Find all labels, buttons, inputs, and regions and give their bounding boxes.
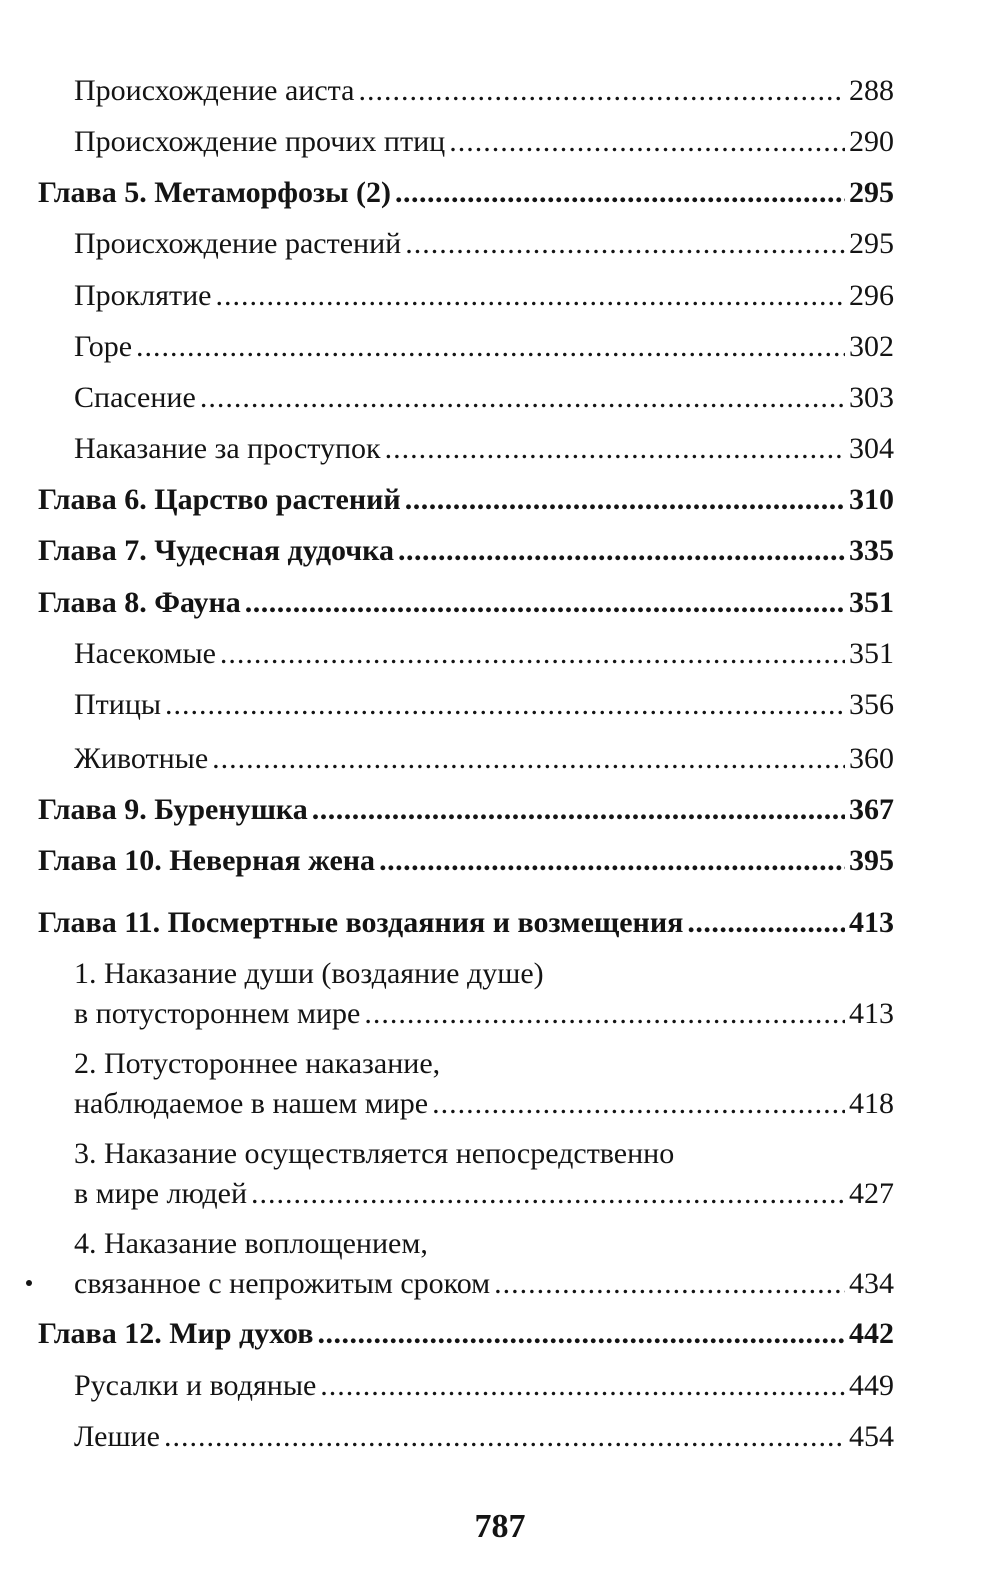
toc-entry-title: Происхождение растений <box>74 227 402 260</box>
dot-leader <box>364 994 845 1034</box>
dot-leader <box>398 533 845 569</box>
toc-chapter-page: 295 <box>849 176 894 209</box>
toc-entry-title: Происхождение прочих птиц <box>74 125 446 158</box>
dot-leader <box>165 687 845 723</box>
toc-entry-title-line1: 3. Наказание осуществляется непосредственно <box>74 1137 675 1170</box>
toc-entry-title-line2: в мире людей <box>74 1177 248 1210</box>
toc-entry-page: 288 <box>849 74 894 107</box>
toc-entry-title: Русалки и водяные <box>74 1369 317 1402</box>
toc-entry-page: 295 <box>849 227 894 260</box>
dot-leader <box>216 278 846 314</box>
toc-chapter <box>38 175 894 211</box>
toc-entry-page: 418 <box>849 1087 894 1120</box>
toc-entry <box>74 636 894 672</box>
dot-leader <box>320 1368 845 1404</box>
toc-entry-page: 302 <box>849 330 894 363</box>
toc-entry-title-line1: 2. Потустороннее наказание, <box>74 1047 441 1080</box>
toc-chapter <box>38 905 894 941</box>
dot-leader <box>312 792 845 828</box>
toc-entry <box>74 226 894 262</box>
dot-leader <box>318 1316 845 1352</box>
toc-chapter <box>38 1316 894 1352</box>
dot-leader <box>395 175 845 211</box>
toc-entry-title: Происхождение аиста <box>74 74 355 107</box>
toc-entry-page: 303 <box>849 381 894 414</box>
toc-entry-page: 351 <box>849 637 894 670</box>
toc-chapter-title: Глава 7. Чудесная дудочка <box>38 534 394 567</box>
dot-leader <box>432 1084 845 1124</box>
toc-entry-title: Птицы <box>74 688 162 721</box>
margin-dot-mark <box>26 1280 32 1286</box>
toc-entry-multiline <box>74 1134 894 1214</box>
dot-leader <box>358 73 845 109</box>
toc-entry-title: Животные <box>74 742 209 775</box>
toc-chapter-page: 351 <box>849 586 894 619</box>
dot-leader <box>251 1174 845 1214</box>
toc-entry <box>74 687 894 723</box>
dot-leader <box>385 431 845 467</box>
toc-chapter-title: Глава 10. Неверная жена <box>38 844 376 877</box>
toc-entry <box>74 124 894 160</box>
toc-entry-multiline <box>74 1224 894 1304</box>
toc-entry-page: 304 <box>849 432 894 465</box>
toc-chapter-page: 395 <box>849 844 894 877</box>
dot-leader <box>405 482 845 518</box>
toc-entry-title: Горе <box>74 330 133 363</box>
toc-entry <box>74 278 894 314</box>
toc-entry-title: Лешие <box>74 1420 160 1453</box>
toc-entry-title-line1: 4. Наказание воплощением, <box>74 1227 428 1260</box>
toc-entry-page: 290 <box>849 125 894 158</box>
toc-entry-page: 360 <box>849 742 894 775</box>
toc-chapter-title: Глава 6. Царство растений <box>38 483 401 516</box>
toc-chapter <box>38 585 894 621</box>
toc-entry <box>74 741 894 777</box>
toc-entry <box>74 431 894 467</box>
dot-leader <box>687 905 845 941</box>
toc-entry-title: Спасение <box>74 381 196 414</box>
page-number: 787 <box>474 1508 526 1545</box>
toc-entry-page: 427 <box>849 1177 894 1210</box>
toc-entry-multiline <box>74 954 894 1034</box>
toc-chapter-title: Глава 9. Буренушка <box>38 793 308 826</box>
dot-leader <box>494 1264 845 1304</box>
dot-leader <box>136 329 845 365</box>
toc-entry-title-line2: связанное с непрожитым сроком <box>74 1267 491 1300</box>
toc-chapter-title: Глава 8. Фауна <box>38 586 241 619</box>
toc-chapter <box>38 843 894 879</box>
toc-entry-page: 454 <box>849 1420 894 1453</box>
dot-leader <box>245 585 845 621</box>
toc-chapter-title: Глава 5. Метаморфозы (2) <box>38 176 392 209</box>
toc-chapter-page: 413 <box>849 906 894 939</box>
toc-chapter-page: 367 <box>849 793 894 826</box>
toc-chapter <box>38 482 894 518</box>
toc-entry-title: Наказание за проступок <box>74 432 381 465</box>
toc-entry-page: 449 <box>849 1369 894 1402</box>
toc-entry-title: Проклятие <box>74 279 212 312</box>
toc-entry-page: 413 <box>849 997 894 1030</box>
toc-entry <box>74 73 894 109</box>
toc-entry-title-line1: 1. Наказание души (воздаяние душе) <box>74 957 544 990</box>
toc-chapter-page: 442 <box>849 1317 894 1350</box>
toc-entry-page: 296 <box>849 279 894 312</box>
toc-chapter-page: 310 <box>849 483 894 516</box>
toc-entry-title: Насекомые <box>74 637 216 670</box>
toc-chapter-title: Глава 11. Посмертные воздаяния и возмещения <box>38 906 684 939</box>
toc-entry <box>74 380 894 416</box>
dot-leader <box>405 226 845 262</box>
dot-leader <box>449 124 845 160</box>
toc-entry-page: 356 <box>849 688 894 721</box>
dot-leader <box>212 741 845 777</box>
toc-entry-page: 434 <box>849 1267 894 1300</box>
toc-entry <box>74 329 894 365</box>
toc-entry-title-line2: в потустороннем мире <box>74 997 361 1030</box>
toc-entry <box>74 1419 894 1455</box>
toc-chapter <box>38 533 894 569</box>
toc-chapter-page: 335 <box>849 534 894 567</box>
dot-leader <box>164 1419 845 1455</box>
dot-leader <box>200 380 845 416</box>
dot-leader <box>220 636 845 672</box>
dot-leader <box>379 843 845 879</box>
toc-chapter-title: Глава 12. Мир духов <box>38 1317 314 1350</box>
toc-entry-multiline <box>74 1044 894 1124</box>
toc-chapter <box>38 792 894 828</box>
toc-entry <box>74 1368 894 1404</box>
toc-entry-title-line2: наблюдаемое в нашем мире <box>74 1087 429 1120</box>
